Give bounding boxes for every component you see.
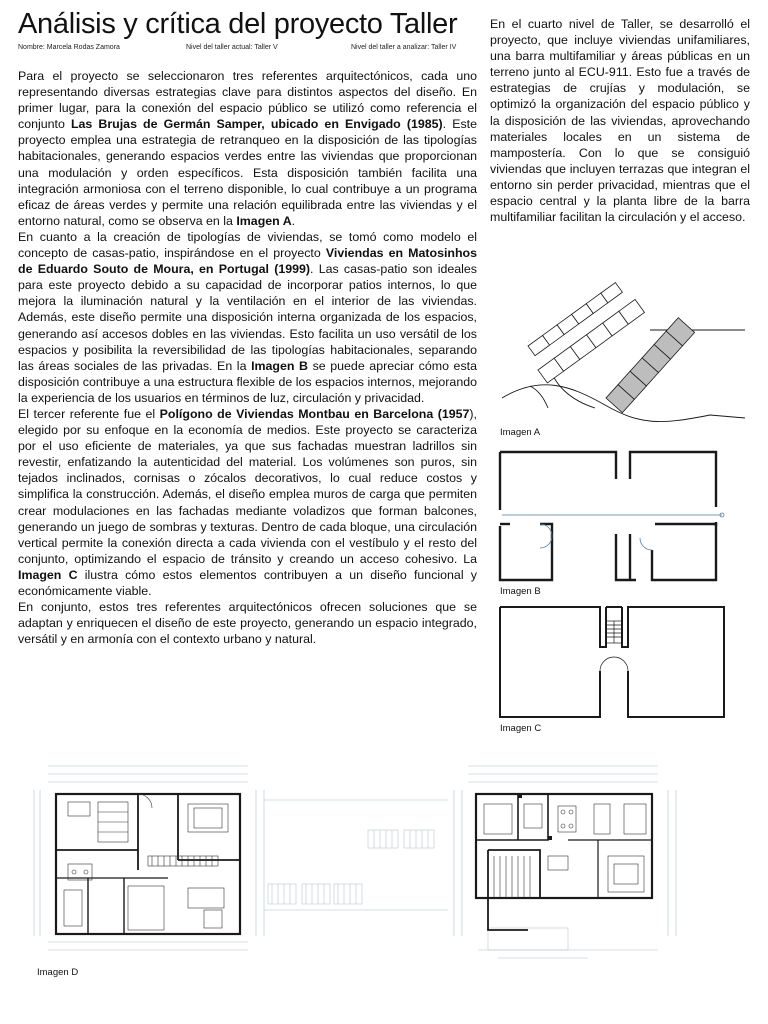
page-title: Análisis y crítica del proyecto Taller [18, 8, 458, 40]
caption-image-b: Imagen B [500, 586, 541, 597]
caption-image-a: Imagen A [500, 427, 541, 438]
paragraph-2: En cuanto a la creación de tipologías de viviendas, se tomó como modelo el concepto de casas-patio, inspirándose en el proyecto Viviendas en Matosinhos de Eduardo Souto de Moura, en Portugal (1999). Las casas-patio son ideales para este proyecto debido a su capacidad de incorporar patios internos, lo que mejora la iluminación natural y la ventilación en el interior de las viviendas. Además, este diseño permite una disposición interna organizada de los espacios, generando así accesos dobles en las viviendas. Esto facilita un uso versátil de los espacios y posibilita la reversibilidad de las tipologías habitacionales, separando las áreas sociales de las privadas. En la Imagen B se puede apreciar cómo esta disposición contribuye a una estructura flexible de los espacios internos, mejorando la experiencia de los usuarios en términos de luz, circulación y privacidad. [18, 229, 478, 405]
image-b-floor-plan [500, 452, 728, 582]
paragraph-3: El tercer referente fue el Polígono de Viviendas Montbau en Barcelona (1957), elegido por su enfoque en la economía de medios. Este proyecto se caracteriza por el uso eficiente de materiales, ya que sus fachadas muestran ladrillos sin revestir, enfatizando la autenticidad del material. Los volúmenes son puros, sin tejados inclinados, cornisas o zócalos decorativos, lo cual reduce costos y simplifica la construcción. Además, el diseño emplea muros de carga que permiten crear modulaciones en las fachadas mediante voladizos que forman balcones, generando un juego de sombras y texturas. Dentro de cada bloque, una circulación vertical permite la conexión directa a cada vivienda con el vestíbulo y el resto del conjunto, optimizando el espacio de tránsito y creando un acceso cohesivo. La Imagen C ilustra cómo estos elementos contribuyen a un diseño funcional y económicamente viable. [18, 406, 477, 598]
paragraph-1: Para el proyecto se seleccionaron tres referentes arquitectónicos, cada uno representando diversas estrategias clave para distintos aspectos del diseño. En primer lugar, para la conexión del espacio público se utilizó como referencia el conjunto Las Brujas de Germán Samper, ubicado en Envigado (1985). Este proyecto emplea una estrategia de retranqueo en la disposición de las tipologías habitacionales, generando espacios verdes entre las viviendas que proporcionan una modulación y orden específicos. Esta disposición también facilita una integración armoniosa con el terreno disponible, lo cual contribuye a un programa eficaz de áreas verdes y permite una relación equilibrada entre las viviendas y el entorno natural, como se observa en la Imagen A. [18, 69, 478, 228]
project-description: En el cuarto nivel de Taller, se desarrolló el proyecto, que incluye viviendas unifamiliares, una barra multifamiliar y áreas públicas en un terreno junto al ECU-911. Esto fue a través de estrategias de crujías y modulación, se optimizó la organización del espacio público y la disposición de las viviendas, aprovechando materiales locales en un sistema de mampostería. Con lo que se consiguió viviendas que incluyen terrazas que integran el entorno sin perder privacidad, mientras que el espacio central y la planta libre de la barra multifamiliar facilitan la circulación y el acceso. [490, 17, 750, 225]
caption-image-d: Imagen D [37, 967, 79, 978]
paragraph-4: En conjunto, estos tres referentes arquitectónicos ofrecen soluciones que se adaptan y enriquecen el diseño de este proyecto, generando un espacio integrado, versátil y en armonía con el contexto urbano y natural. [18, 600, 477, 647]
analyzed-level: Nivel del taller a analizar: Taller IV [351, 44, 457, 51]
image-a-site-plan [500, 290, 750, 430]
current-level: Nivel del taller actual: Taller V [186, 44, 278, 51]
image-c-floor-plan [500, 607, 728, 719]
right-column-text [490, 16, 750, 225]
author-name: Nombre: Marcela Rodas Zamora [18, 44, 120, 51]
left-column-text [18, 68, 477, 647]
image-d-architectural-plans [28, 760, 740, 960]
caption-image-c: Imagen C [500, 723, 542, 734]
